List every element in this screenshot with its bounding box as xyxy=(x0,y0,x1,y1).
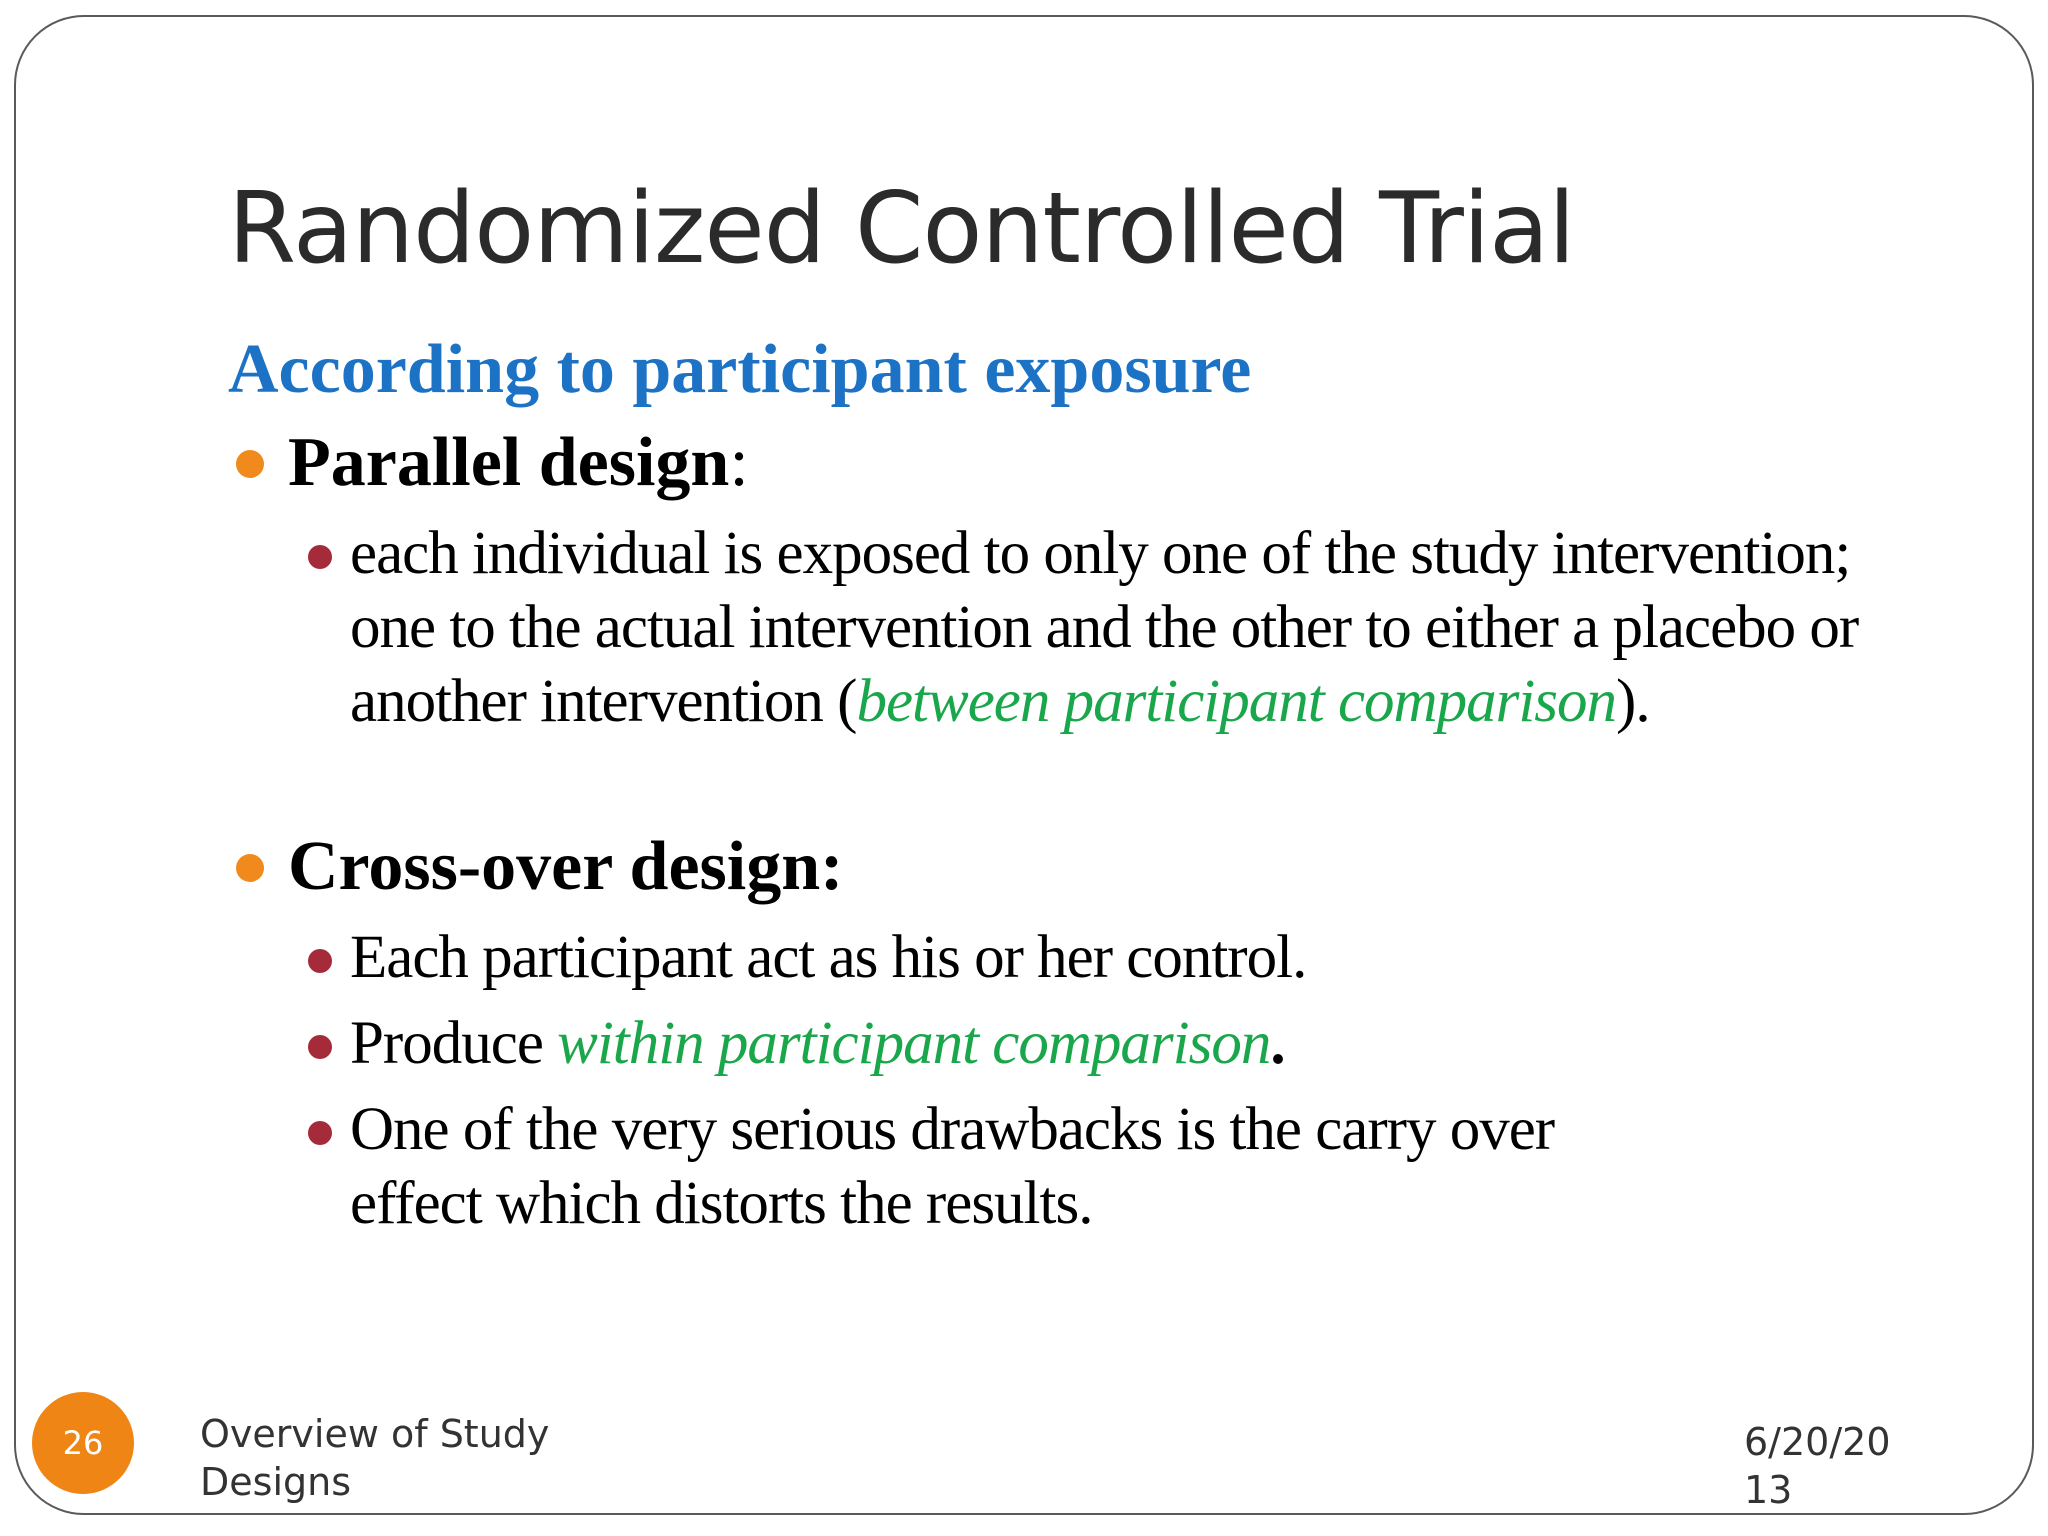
sub-bullet-dot-icon xyxy=(308,545,332,569)
sub-bullet-within-comparison xyxy=(350,1007,1910,1081)
sub-bullet-dot-icon xyxy=(308,1035,332,1059)
sub-bullet-dot-icon xyxy=(308,1121,332,1145)
sub-bullet-text: One of the very serious drawbacks is the carry over effect which distorts the results. xyxy=(350,1096,1555,1237)
bullet-heading: Parallel design xyxy=(288,424,730,501)
bullet-heading: Cross-over design: xyxy=(288,828,844,905)
slide-number-badge: 26 xyxy=(32,1392,134,1494)
slide-title: Randomized Controlled Trial xyxy=(228,172,1575,286)
bullet-cross-over-design xyxy=(288,828,844,905)
sub-bullet-text: each individual is exposed to only one of the study intervention; one to the actual intervention and the other to either a placebo or another intervention ( xyxy=(350,520,1859,735)
sub-bullet-text-end: . xyxy=(1270,1010,1285,1077)
sub-bullet-text: Produce xyxy=(350,1010,558,1077)
bullet-dot-icon xyxy=(236,450,264,478)
footer-date: 6/20/2013 xyxy=(1744,1420,1891,1512)
emphasis-within-participant: within participant comparison xyxy=(557,1010,1271,1077)
sub-bullet-text-end: ). xyxy=(1616,668,1650,735)
sub-bullet-parallel-description xyxy=(350,517,1910,739)
sub-bullet-own-control xyxy=(350,921,1910,995)
sub-bullet-dot-icon xyxy=(308,949,332,973)
emphasis-between-participant: between participant comparison xyxy=(856,668,1616,735)
bullet-parallel-design xyxy=(288,424,749,501)
bullet-heading-colon: : xyxy=(729,424,749,501)
slide-subtitle: According to participant exposure xyxy=(228,331,1252,408)
footer-presentation-title: Overview of Study Designs xyxy=(200,1412,550,1504)
sub-bullet-text: Each participant act as his or her control. xyxy=(350,924,1307,991)
bullet-dot-icon xyxy=(236,854,264,882)
sub-bullet-carry-over xyxy=(350,1093,1650,1241)
